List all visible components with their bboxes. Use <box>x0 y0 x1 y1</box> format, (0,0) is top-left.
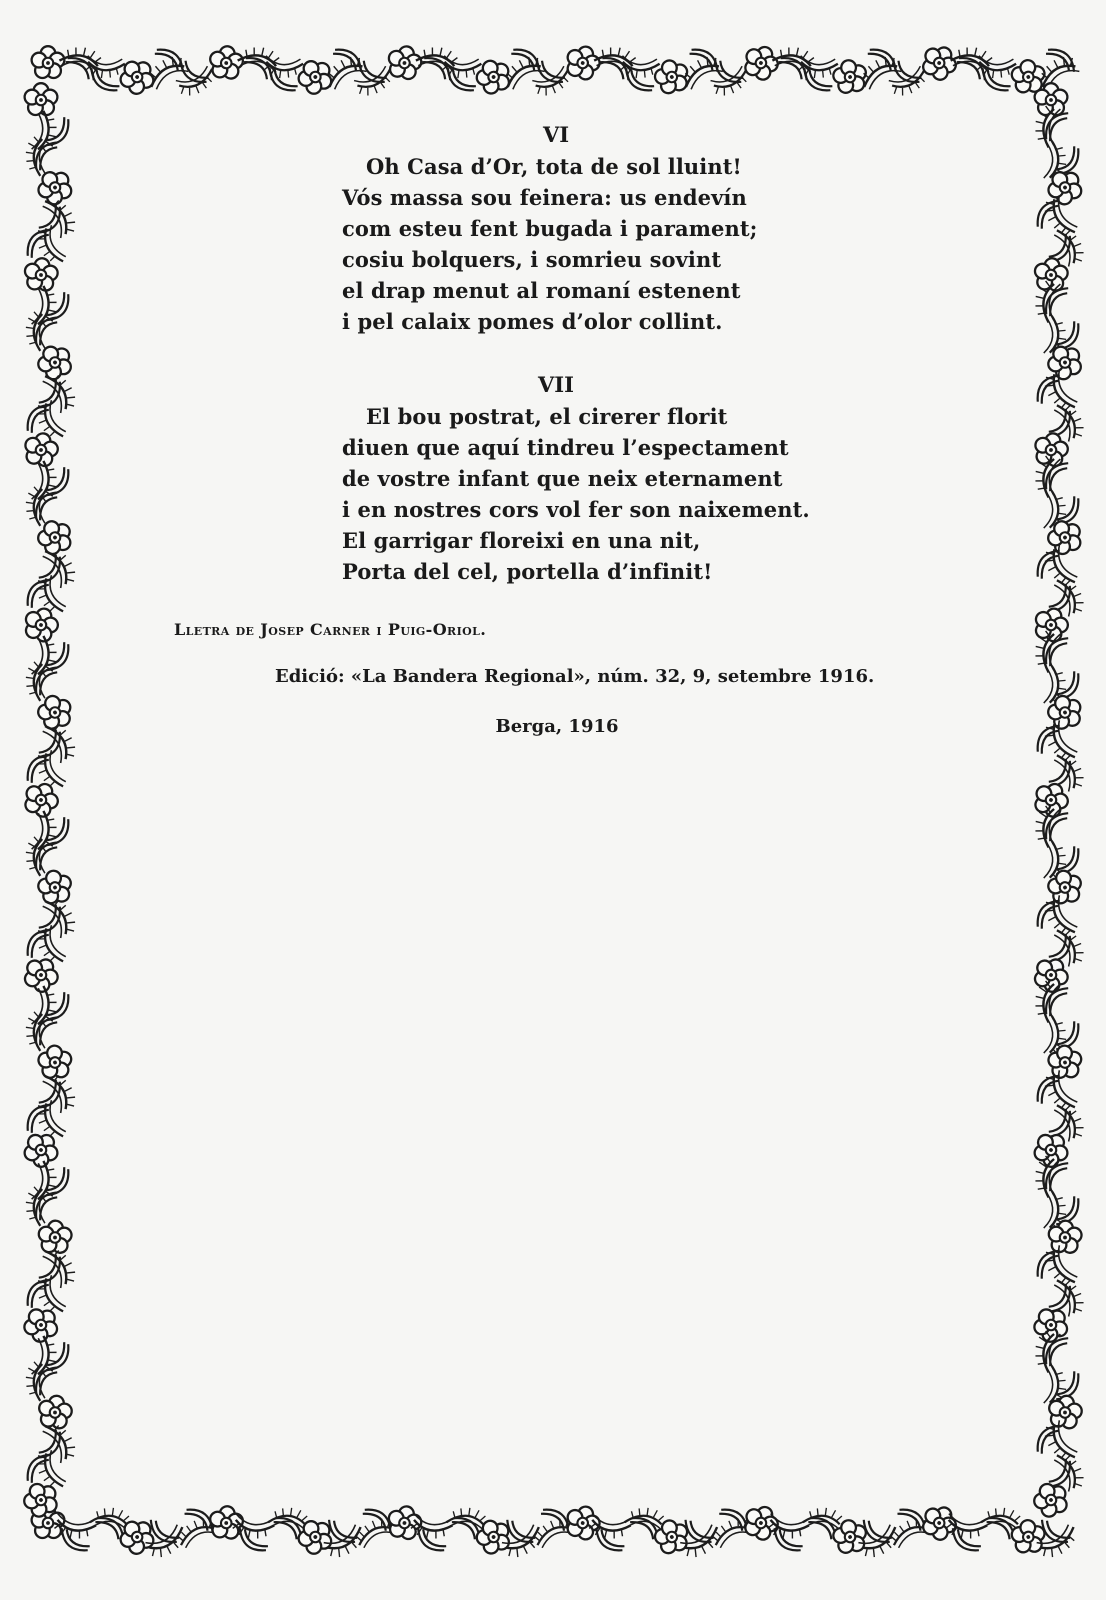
leaf-icon <box>1029 803 1066 849</box>
scroll-ornament <box>1046 1338 1068 1366</box>
leaf-icon <box>1042 1418 1079 1464</box>
scroll-ornament <box>62 1528 90 1550</box>
scroll-ornament <box>1048 934 1070 962</box>
leaf-icon <box>1053 1100 1086 1143</box>
flower-icon <box>917 40 961 84</box>
verse-line: de vostre infant que neix eternament <box>342 466 783 491</box>
flower-icon <box>208 1505 244 1540</box>
flower-icon <box>115 54 160 99</box>
leaf-icon <box>58 41 104 78</box>
flower-icon <box>19 952 63 996</box>
leaf-icon <box>408 1508 454 1545</box>
scroll-ornament <box>1048 759 1070 787</box>
leaf-icon <box>267 1503 310 1536</box>
scroll-ornament <box>28 755 50 783</box>
leaf-icon <box>586 1508 632 1545</box>
leaf-icon <box>322 54 368 91</box>
leaf-icon <box>34 924 67 967</box>
scroll-ornament <box>151 1520 179 1542</box>
leaf-icon <box>624 1503 667 1536</box>
scroll-ornament <box>1046 988 1068 1016</box>
flower-icon <box>650 1514 695 1559</box>
scroll-ornament <box>1038 1076 1060 1104</box>
scroll-ornament <box>1038 1426 1060 1454</box>
leaf-icon <box>1042 1068 1079 1114</box>
scroll-ornament <box>181 60 209 82</box>
scroll-ornament <box>868 50 896 72</box>
leaf-icon <box>1053 1275 1086 1318</box>
leaf-icon <box>34 749 67 792</box>
leaf-icon <box>679 54 725 91</box>
flower-icon <box>1031 604 1072 644</box>
leaf-icon <box>353 65 396 98</box>
flower-icon <box>829 1515 872 1559</box>
scroll-ornament <box>957 58 985 80</box>
scroll-ornament <box>1048 1459 1070 1487</box>
flower-icon <box>740 41 783 83</box>
leaf-icon <box>1038 1015 1071 1058</box>
flower-icon <box>21 604 62 644</box>
scroll-ornament <box>422 58 450 80</box>
flower-icon <box>25 83 58 115</box>
flower-icon <box>740 1501 783 1543</box>
scroll-ornament <box>690 50 718 72</box>
scroll-ornament <box>185 1510 213 1532</box>
leaf-icon <box>1038 1190 1071 1233</box>
scroll-ornament <box>46 1342 68 1370</box>
flower-icon <box>35 1041 76 1083</box>
flower-icon <box>472 1514 517 1559</box>
leaf-icon <box>1053 925 1086 968</box>
scroll-ornament <box>541 1510 569 1532</box>
scroll-ornament <box>775 1528 803 1550</box>
scroll-ornament <box>38 1255 60 1283</box>
verse-line: Vós massa sou feinera: us endevín <box>342 185 747 210</box>
scroll-ornament <box>719 1510 747 1532</box>
flower-icon <box>1008 56 1049 98</box>
leaf-icon <box>354 1516 397 1549</box>
leaf-icon <box>1053 750 1086 793</box>
leaf-icon <box>802 1503 845 1536</box>
leaf-icon <box>83 50 126 83</box>
stanza-lines <box>342 151 802 337</box>
scroll-ornament <box>38 1430 60 1458</box>
scroll-ornament <box>987 1518 1015 1540</box>
scroll-ornament <box>38 1080 60 1108</box>
flower-icon <box>1030 778 1073 820</box>
scroll-ornament <box>1056 846 1078 874</box>
scroll-ornament <box>28 1280 50 1308</box>
scroll-ornament <box>893 60 921 82</box>
leaf-icon <box>174 65 217 98</box>
leaf-icon <box>1035 1523 1081 1560</box>
flower-icon <box>562 1502 603 1542</box>
flower-icon <box>115 1514 160 1559</box>
flower-icon <box>1044 865 1087 909</box>
flower-icon <box>19 1127 64 1172</box>
leaf-icon <box>34 1449 67 1492</box>
scroll-ornament <box>1048 1109 1070 1137</box>
leaf-icon <box>144 54 190 91</box>
scroll-ornament <box>91 68 119 90</box>
flower-icon <box>32 46 65 78</box>
scroll-ornament <box>274 1518 302 1540</box>
leaf-icon <box>322 1523 368 1560</box>
leaf-icon <box>532 1516 575 1549</box>
stanza-lines <box>342 401 810 587</box>
scroll-ornament <box>36 1017 58 1045</box>
scroll-ornament <box>155 50 183 72</box>
leaf-icon <box>21 1009 54 1052</box>
leaf-icon <box>711 1516 754 1549</box>
scroll-ornament <box>1038 1251 1060 1279</box>
scroll-ornament <box>28 1105 50 1133</box>
leaf-icon <box>771 41 817 78</box>
leaf-icon <box>1053 1450 1086 1493</box>
verse-line: Porta del cel, portella d’infinit! <box>342 559 713 584</box>
verse-line: El garrigar floreixi en una nit, <box>342 528 701 553</box>
flower-icon <box>562 42 603 82</box>
leaf-icon <box>857 54 903 91</box>
scroll-ornament <box>333 50 361 72</box>
scroll-ornament <box>95 1518 123 1540</box>
leaf-icon <box>41 1244 78 1290</box>
scroll-ornament <box>36 842 58 870</box>
scroll-ornament <box>715 60 743 82</box>
flower-icon <box>472 54 517 99</box>
scroll-ornament <box>329 1520 357 1542</box>
scroll-ornament <box>359 60 387 82</box>
scroll-ornament <box>36 1192 58 1220</box>
leaf-icon <box>21 1359 54 1402</box>
leaf-icon <box>41 1069 78 1115</box>
leaf-icon <box>974 50 1017 83</box>
verse-line: i en nostres cors vol fer son naixement. <box>342 497 810 522</box>
scroll-ornament <box>1056 1196 1078 1224</box>
flower-icon <box>385 43 424 81</box>
leaf-icon <box>1038 665 1071 708</box>
flower-icon <box>32 1506 65 1538</box>
flower-icon <box>1035 83 1068 115</box>
flower-icon <box>1029 1477 1075 1523</box>
scroll-ornament <box>1056 1371 1078 1399</box>
scroll-ornament <box>448 68 476 90</box>
scroll-ornament <box>36 667 58 695</box>
leaf-icon <box>531 65 574 98</box>
scroll-ornament <box>1046 813 1068 841</box>
scroll-ornament <box>804 68 832 90</box>
leaf-icon <box>41 1419 78 1465</box>
leaf-icon <box>236 41 282 78</box>
leaf-icon <box>21 1184 54 1227</box>
verse-line: i pel calaix pomes d’olor collint. <box>342 309 723 334</box>
flower-icon <box>1048 1220 1082 1253</box>
leaf-icon <box>1038 840 1071 883</box>
scroll-ornament <box>1056 671 1078 699</box>
leaf-icon <box>26 1335 63 1381</box>
scroll-ornament <box>46 1167 68 1195</box>
flower-icon <box>1008 1516 1049 1558</box>
scroll-ornament <box>1042 1520 1070 1542</box>
scroll-ornament <box>1038 901 1060 929</box>
stanza-numeral: VII <box>538 372 574 397</box>
scroll-ornament <box>36 1367 58 1395</box>
scroll-ornament <box>1048 1284 1070 1312</box>
scroll-ornament <box>46 642 68 670</box>
leaf-icon <box>1038 1365 1071 1408</box>
flower-icon <box>208 45 244 80</box>
flower-icon <box>38 1220 72 1253</box>
scroll-ornament <box>418 1528 446 1550</box>
flower-icon <box>34 865 77 909</box>
leaf-icon <box>856 1523 902 1560</box>
scroll-ornament <box>983 68 1011 90</box>
leaf-icon <box>261 50 304 83</box>
leaf-icon <box>26 1160 63 1206</box>
leaf-icon <box>1029 628 1066 674</box>
flower-icon <box>19 1477 65 1523</box>
flower-icon <box>917 1500 961 1544</box>
scroll-ornament <box>46 992 68 1020</box>
scroll-ornament <box>864 1520 892 1542</box>
scroll-ornament <box>452 1518 480 1540</box>
scroll-ornament <box>686 1520 714 1542</box>
scroll-ornament <box>1046 50 1074 72</box>
leaf-icon <box>678 1523 724 1560</box>
flower-icon <box>1046 1393 1083 1430</box>
leaf-icon <box>1042 1243 1079 1289</box>
scroll-ornament <box>511 50 539 72</box>
scroll-ornament <box>28 1455 50 1483</box>
scroll-ornament <box>897 1510 925 1532</box>
flower-icon <box>1029 952 1073 996</box>
scroll-ornament <box>1046 638 1068 666</box>
leaf-icon <box>26 810 63 856</box>
leaf-icon <box>34 1274 67 1317</box>
scroll-ornament <box>46 817 68 845</box>
stanza-vii <box>0 372 1106 587</box>
verse-line: Oh Casa d’Or, tota de sol lluint! <box>366 154 742 179</box>
leaf-icon <box>415 41 461 78</box>
flower-icon <box>20 778 63 820</box>
leaf-icon <box>26 635 63 681</box>
verse-line: diuen que aquí tindreu l’espectament <box>342 435 789 460</box>
scroll-ornament <box>1056 1021 1078 1049</box>
scroll-ornament <box>66 58 94 80</box>
verse-line: El bou postrat, el cirerer florit <box>366 404 728 429</box>
verse-line: el drap menut al romaní estenent <box>342 278 741 303</box>
scroll-ornament <box>507 1520 535 1542</box>
leaf-icon <box>887 65 930 98</box>
scroll-ornament <box>1048 584 1070 612</box>
scroll-ornament <box>630 1518 658 1540</box>
scroll-ornament <box>1046 1163 1068 1191</box>
leaf-icon <box>593 41 639 78</box>
leaf-icon <box>942 1508 988 1545</box>
scroll-ornament <box>270 68 298 90</box>
leaf-icon <box>1035 54 1081 91</box>
scroll-ornament <box>626 68 654 90</box>
leaf-icon <box>143 1523 189 1560</box>
leaf-icon <box>796 50 839 83</box>
scroll-ornament <box>28 930 50 958</box>
leaf-icon <box>949 41 995 78</box>
leaf-icon <box>51 1508 97 1545</box>
leaf-icon <box>709 65 752 98</box>
leaf-icon <box>889 1516 932 1549</box>
leaf-icon <box>1042 893 1079 939</box>
leaf-icon <box>764 1508 810 1545</box>
scroll-ornament <box>953 1528 981 1550</box>
scroll-ornament <box>537 60 565 82</box>
stanza-numeral: VI <box>542 122 570 147</box>
scroll-ornament <box>600 58 628 80</box>
leaf-icon <box>1029 1328 1066 1374</box>
leaf-icon <box>1029 978 1066 1024</box>
flower-icon <box>293 54 339 100</box>
leaf-icon <box>176 1516 219 1549</box>
stanza-vi <box>0 122 1106 337</box>
leaf-icon <box>618 50 661 83</box>
leaf-icon <box>34 1099 67 1142</box>
leaf-icon <box>89 1503 132 1536</box>
scroll-ornament <box>779 58 807 80</box>
flower-icon <box>1029 1302 1075 1348</box>
flower-icon <box>293 1514 339 1560</box>
scroll-ornament <box>244 58 272 80</box>
leaf-icon <box>21 834 54 877</box>
scroll-ornament <box>363 1510 391 1532</box>
leaf-icon <box>229 1508 275 1545</box>
place-date: Berga, 1916 <box>495 716 619 737</box>
leaf-icon <box>21 659 54 702</box>
scroll-ornament <box>240 1528 268 1550</box>
verse-line: com esteu fent bugada i parament; <box>342 216 758 241</box>
edition-note: Edició: «La Bandera Regional», núm. 32, 9, setembre 1916. <box>275 666 875 687</box>
flower-icon <box>1045 1041 1086 1083</box>
leaf-icon <box>41 894 78 940</box>
leaf-icon <box>500 1523 546 1560</box>
leaf-icon <box>980 1503 1023 1536</box>
verse-line: cosiu bolquers, i somrieu sovint <box>342 247 722 272</box>
flower-icon <box>1029 1127 1074 1172</box>
leaf-icon <box>501 54 547 91</box>
flower-icon <box>829 55 872 99</box>
leaf-icon <box>440 50 483 83</box>
leaf-icon <box>26 985 63 1031</box>
scroll-ornament <box>38 905 60 933</box>
flower-icon <box>19 1302 65 1348</box>
flower-icon <box>385 1503 424 1541</box>
lyrics-credit: Lletra de Josep Carner i Puig-Oriol. <box>174 620 487 639</box>
flower-icon <box>36 1393 73 1430</box>
leaf-icon <box>1029 1153 1066 1199</box>
scroll-ornament <box>596 1528 624 1550</box>
leaf-icon <box>445 1503 488 1536</box>
flower-icon <box>650 54 695 99</box>
scroll-ornament <box>808 1518 836 1540</box>
